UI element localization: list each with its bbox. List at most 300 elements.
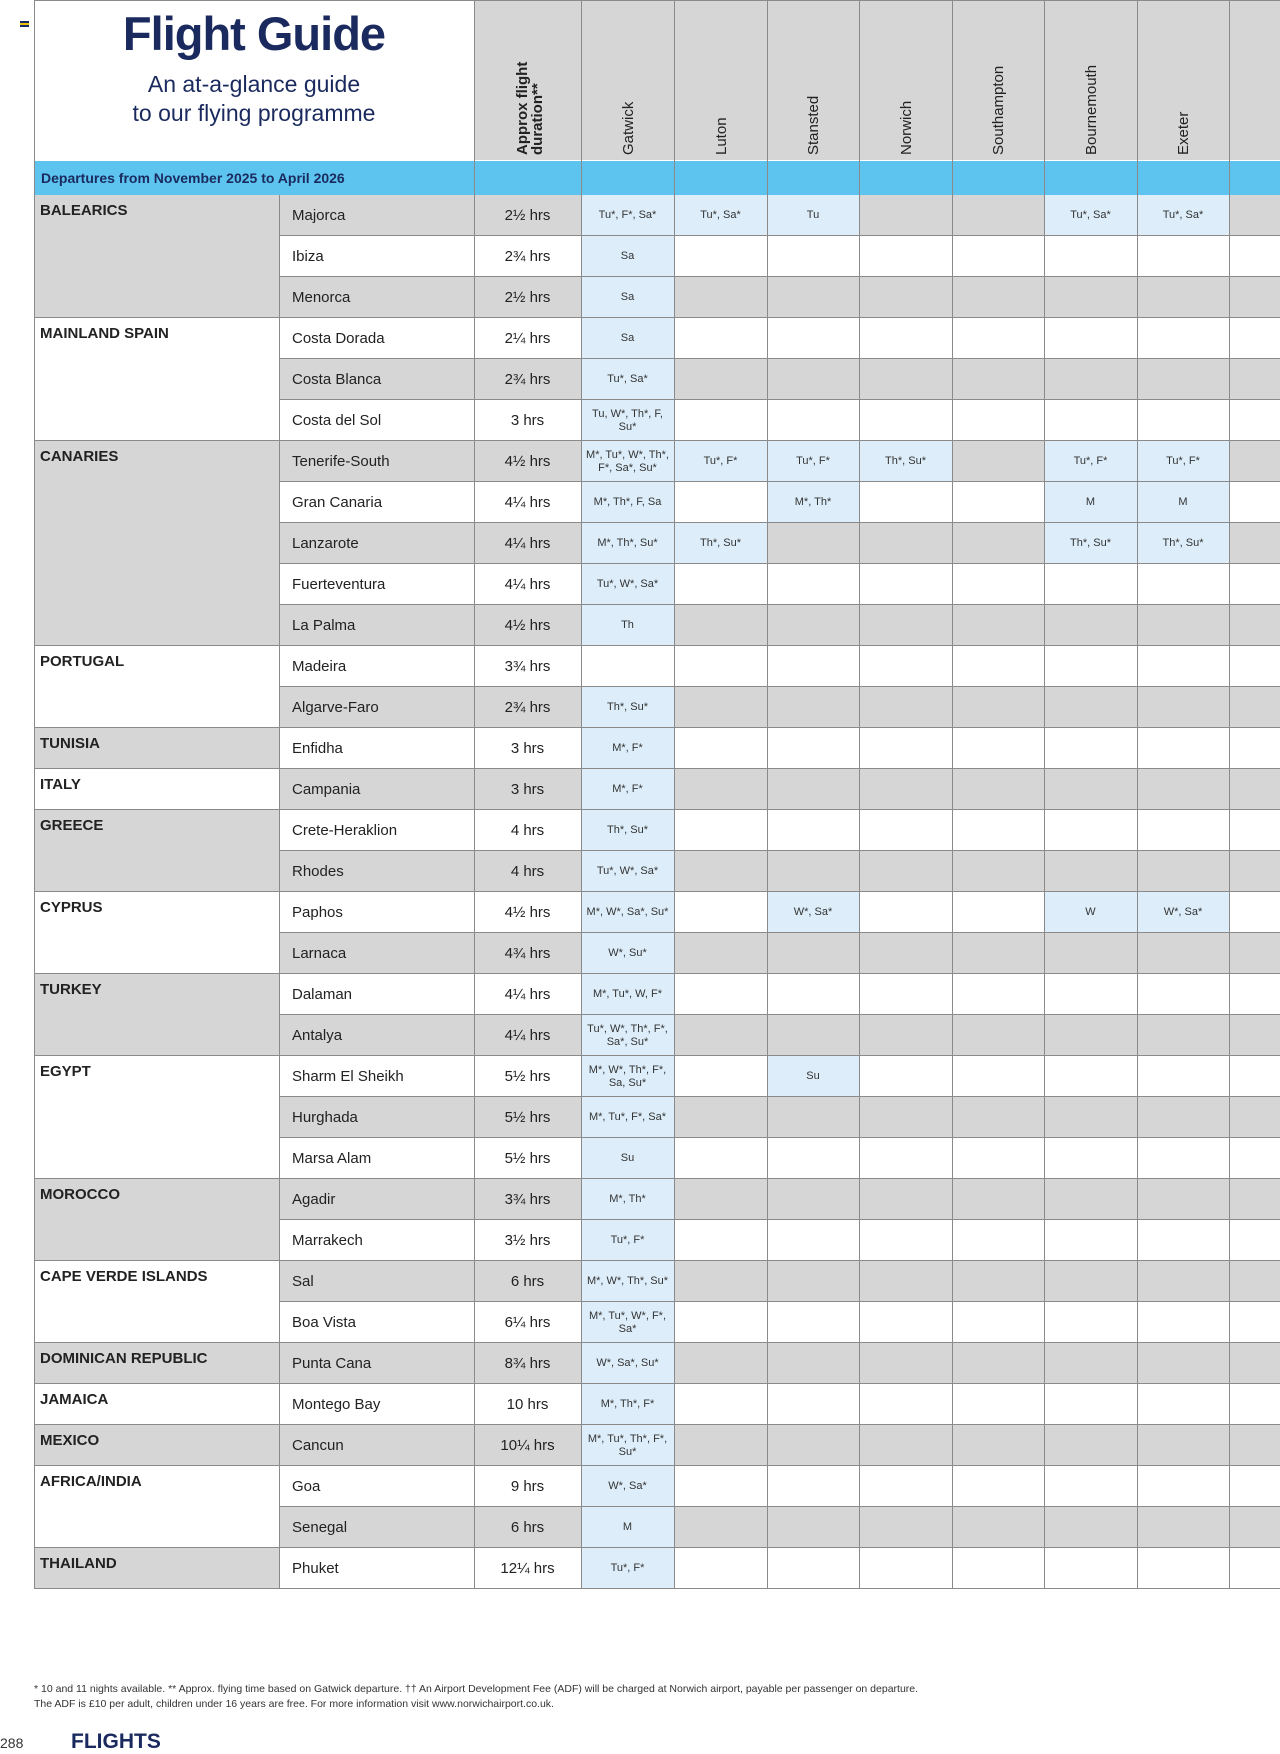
destination-name: Costa Dorada (292, 330, 385, 347)
departure-days-cell (674, 1220, 767, 1261)
departure-days-cell (1137, 1302, 1229, 1343)
departure-days-cell (1044, 1384, 1137, 1425)
departure-days-cell: M (1137, 482, 1229, 523)
departure-days-cell (859, 195, 952, 236)
departure-days-cell (767, 851, 859, 892)
departure-days-cell (1044, 1466, 1137, 1507)
departure-days-cell (859, 318, 952, 359)
column-header-luton: Luton (713, 117, 730, 155)
flight-duration: 2¼ hrs (504, 330, 551, 347)
departure-days-cell (859, 277, 952, 318)
subtitle-line-1: An at-a-glance guide (147, 71, 361, 97)
departure-days-cell (767, 728, 859, 769)
departure-days-cell (674, 1015, 767, 1056)
flight-duration: 3 hrs (510, 740, 545, 757)
flight-duration: 4¼ hrs (504, 986, 551, 1003)
departure-days-cell: Th*, Su* (581, 687, 674, 728)
departure-days-cell: M*, W*, Th*, Su* (581, 1261, 674, 1302)
departure-days-cell (859, 1220, 952, 1261)
departure-days-cell (952, 769, 1044, 810)
departure-days-cell (859, 851, 952, 892)
destination-name: Majorca (292, 207, 346, 224)
destination-name: Gran Canaria (292, 494, 383, 511)
destination-name: Algarve-Faro (292, 699, 379, 716)
destination-name: Sal (292, 1273, 314, 1290)
departure-days-cell (1137, 605, 1229, 646)
column-divider (34, 0, 35, 1589)
departure-days-cell (1137, 1179, 1229, 1220)
region-name: THAILAND (40, 1555, 117, 1572)
destination-name: Boa Vista (292, 1314, 356, 1331)
flight-duration: 4¼ hrs (504, 535, 551, 552)
departure-days-cell (767, 1548, 859, 1589)
departure-days-cell (1044, 236, 1137, 277)
departure-days-cell (767, 1015, 859, 1056)
departure-days-cell: M*, Tu*, W*, Th*, F*, Sa*, Su* (581, 441, 674, 482)
departure-days-cell: Tu*, F* (767, 441, 859, 482)
region-name: JAMAICA (40, 1391, 109, 1408)
departure-days-cell (952, 1302, 1044, 1343)
departure-days-cell (952, 195, 1044, 236)
departure-days-cell: M*, F* (581, 728, 674, 769)
departure-days-cell (767, 359, 859, 400)
departure-days-cell (1137, 1425, 1229, 1466)
page-number: 288 (0, 1735, 24, 1751)
departure-days-cell (767, 646, 859, 687)
departure-days-cell (767, 605, 859, 646)
departure-days-cell (952, 1384, 1044, 1425)
flight-duration: 4 hrs (510, 863, 545, 880)
destination-name: Cancun (292, 1437, 344, 1454)
destination-name: Ibiza (292, 248, 324, 265)
departure-days-cell (767, 687, 859, 728)
footnote-line-1: * 10 and 11 nights available. ** Approx. flying time based on Gatwick departure. †† An Airport Development Fee (ADF) will be charged at Norwich airport, payable per passenger on departure. (34, 1683, 919, 1695)
departure-days-cell (674, 810, 767, 851)
flight-duration: 4 hrs (510, 822, 545, 839)
departure-days-cell (674, 1302, 767, 1343)
departure-days-cell (674, 1179, 767, 1220)
flight-duration: 12¼ hrs (500, 1560, 555, 1577)
destination-name: Phuket (292, 1560, 339, 1577)
flight-duration: 3¾ hrs (504, 658, 551, 675)
departure-days-cell (952, 646, 1044, 687)
departure-days-cell (674, 1425, 767, 1466)
departure-days-cell (674, 564, 767, 605)
departure-days-cell (952, 1466, 1044, 1507)
departure-days-cell (859, 359, 952, 400)
departure-days-cell: Tu*, F* (581, 1220, 674, 1261)
departure-days-cell (952, 892, 1044, 933)
flight-duration: 9 hrs (510, 1478, 545, 1495)
flight-duration: 3 hrs (510, 412, 545, 429)
departure-days-cell (1044, 1548, 1137, 1589)
footnote (34, 1682, 1034, 1712)
departure-days-cell: Tu*, Sa* (1044, 195, 1137, 236)
departure-days-cell (1044, 605, 1137, 646)
departure-days-cell (674, 1097, 767, 1138)
destination-name: Montego Bay (292, 1396, 381, 1413)
region-name: GREECE (40, 817, 104, 834)
region-divider (34, 1588, 1280, 1589)
departure-days-cell (1137, 810, 1229, 851)
destination-name: Goa (292, 1478, 321, 1495)
departure-days-cell: Tu*, F* (581, 1548, 674, 1589)
departure-days-cell (767, 1302, 859, 1343)
region-name: CYPRUS (40, 899, 103, 916)
region-name: MEXICO (40, 1432, 100, 1449)
flight-duration: 2¾ hrs (504, 699, 551, 716)
departure-days-cell (674, 1261, 767, 1302)
departure-days-cell (1044, 1343, 1137, 1384)
column-divider (767, 0, 768, 1589)
departure-days-cell (952, 1507, 1044, 1548)
departure-days-cell (859, 236, 952, 277)
region-name: TURKEY (40, 981, 102, 998)
departure-days-cell (1137, 359, 1229, 400)
departure-days-cell (767, 1425, 859, 1466)
column-divider (1044, 0, 1045, 1589)
page-subtitle (34, 70, 474, 128)
departure-days-cell (767, 1220, 859, 1261)
departure-days-cell (1137, 1548, 1229, 1589)
flight-duration: 6¼ hrs (504, 1314, 551, 1331)
departure-days-cell: M*, Th*, F, Sa (581, 482, 674, 523)
departure-days-cell: Tu*, F* (674, 441, 767, 482)
departure-days-cell: Th*, Su* (581, 810, 674, 851)
region-name: MAINLAND SPAIN (40, 325, 169, 342)
destination-name: Menorca (292, 289, 351, 306)
destination-name: Campania (292, 781, 361, 798)
flight-duration: 5½ hrs (504, 1109, 551, 1126)
departure-days-cell: Tu*, Sa* (674, 195, 767, 236)
departure-days-cell (1137, 318, 1229, 359)
column-divider (952, 0, 953, 1589)
destination-name: Crete-Heraklion (292, 822, 398, 839)
column-divider (581, 0, 582, 1589)
destination-name: Costa del Sol (292, 412, 382, 429)
departure-days-cell (952, 1138, 1044, 1179)
flight-duration: 3½ hrs (504, 1232, 551, 1249)
departure-days-cell (859, 892, 952, 933)
departure-days-cell (859, 728, 952, 769)
departure-days-cell (674, 892, 767, 933)
departure-days-cell: M*, Tu*, W, F* (581, 974, 674, 1015)
departure-days-cell (767, 1466, 859, 1507)
departure-days-cell (674, 359, 767, 400)
departure-days-cell (1044, 769, 1137, 810)
departure-days-cell (952, 400, 1044, 441)
departure-days-cell (859, 810, 952, 851)
departure-days-cell: Th*, Su* (674, 523, 767, 564)
departure-days-cell: W*, Sa* (767, 892, 859, 933)
departure-days-cell (1044, 1056, 1137, 1097)
column-header-duration (515, 25, 545, 155)
destination-name: Hurghada (292, 1109, 358, 1126)
region-name: PORTUGAL (40, 653, 125, 670)
departure-days-cell (674, 1138, 767, 1179)
departure-days-cell (859, 1015, 952, 1056)
departure-days-cell (1137, 1466, 1229, 1507)
departure-days-cell (952, 482, 1044, 523)
region-name: BALEARICS (40, 202, 128, 219)
departure-days-cell (767, 1384, 859, 1425)
departure-days-cell: Su (767, 1056, 859, 1097)
departure-days-cell (674, 769, 767, 810)
flight-duration: 4¼ hrs (504, 494, 551, 511)
departure-days-cell (859, 1507, 952, 1548)
departure-days-cell (1137, 1220, 1229, 1261)
flight-duration: 6 hrs (510, 1273, 545, 1290)
flight-duration: 2¾ hrs (504, 248, 551, 265)
departure-days-cell (1137, 769, 1229, 810)
column-divider (1229, 0, 1230, 1589)
departure-days-cell (952, 277, 1044, 318)
departure-days-cell: W*, Sa* (581, 1466, 674, 1507)
column-divider (674, 0, 675, 1589)
departure-days-cell (1044, 564, 1137, 605)
departure-days-cell: M*, Th*, F* (581, 1384, 674, 1425)
region-name: AFRICA/INDIA (40, 1473, 142, 1490)
departure-days-cell (952, 318, 1044, 359)
departure-days-cell (952, 564, 1044, 605)
departure-days-cell (859, 1261, 952, 1302)
region-name: TUNISIA (40, 735, 100, 752)
destination-name: Enfidha (292, 740, 343, 757)
departure-days-cell (859, 400, 952, 441)
column-header-duration-label: Approx flight duration** (514, 61, 546, 155)
departure-days-cell (952, 1220, 1044, 1261)
departure-days-cell (1137, 1097, 1229, 1138)
departure-days-cell (1044, 810, 1137, 851)
departure-days-cell (674, 400, 767, 441)
departure-days-cell (1137, 1507, 1229, 1548)
destination-name: Fuerteventura (292, 576, 386, 593)
departure-days-cell (767, 1138, 859, 1179)
destination-name: Punta Cana (292, 1355, 372, 1372)
departure-days-cell (767, 1343, 859, 1384)
departure-days-cell: Tu, W*, Th*, F, Su* (581, 400, 674, 441)
column-divider (279, 195, 280, 1589)
departure-days-cell (1044, 400, 1137, 441)
departure-days-cell (1044, 974, 1137, 1015)
flight-duration: 4¼ hrs (504, 576, 551, 593)
destination-name: Marrakech (292, 1232, 363, 1249)
departure-days-cell (859, 1425, 952, 1466)
region-block (34, 441, 279, 646)
departure-days-cell: Th (581, 605, 674, 646)
departure-days-cell (859, 974, 952, 1015)
region-name: ITALY (40, 776, 81, 793)
departure-days-cell: Su (581, 1138, 674, 1179)
departure-days-cell (1137, 236, 1229, 277)
departure-days-cell (1044, 1179, 1137, 1220)
departure-days-cell (859, 646, 952, 687)
departure-days-cell (1044, 728, 1137, 769)
departure-days-cell: W*, Sa* (1137, 892, 1229, 933)
departure-days-cell (1137, 728, 1229, 769)
departure-days-cell (674, 1548, 767, 1589)
departure-days-cell: Sa (581, 318, 674, 359)
departure-days-cell (952, 1548, 1044, 1589)
departure-days-cell (1137, 564, 1229, 605)
destination-name: Senegal (292, 1519, 348, 1536)
departures-banner (34, 161, 1280, 195)
departure-days-cell (674, 1056, 767, 1097)
destination-name: Rhodes (292, 863, 344, 880)
departure-days-cell (1137, 1138, 1229, 1179)
departure-days-cell (952, 1056, 1044, 1097)
departure-days-cell (859, 933, 952, 974)
flight-duration: 4¼ hrs (504, 1027, 551, 1044)
departure-days-cell (767, 810, 859, 851)
departure-days-cell (952, 1097, 1044, 1138)
destination-name: Larnaca (292, 945, 347, 962)
departure-days-cell (674, 974, 767, 1015)
departure-days-cell (674, 1343, 767, 1384)
departure-days-cell: W*, Su* (581, 933, 674, 974)
departure-days-cell (859, 687, 952, 728)
departure-days-cell: M*, Th* (767, 482, 859, 523)
destination-name: Costa Blanca (292, 371, 382, 388)
departure-days-cell (859, 1179, 952, 1220)
departure-days-cell (767, 564, 859, 605)
departure-days-cell (859, 605, 952, 646)
departure-days-cell (952, 359, 1044, 400)
departure-days-cell: Tu*, F* (1137, 441, 1229, 482)
departure-days-cell (1137, 646, 1229, 687)
destination-name: Tenerife-South (292, 453, 390, 470)
footnote-line-2: The ADF is £10 per adult, children under 16 years are free. For more information visit www.norwichairport.co.uk. (34, 1698, 554, 1710)
departure-days-cell: W (1044, 892, 1137, 933)
departure-days-cell (1137, 974, 1229, 1015)
departure-days-cell (767, 236, 859, 277)
departure-days-cell (767, 277, 859, 318)
departure-days-cell (1137, 851, 1229, 892)
departure-days-cell (1044, 1425, 1137, 1466)
departure-days-cell (674, 1507, 767, 1548)
departure-days-cell: Tu*, W*, Sa* (581, 564, 674, 605)
departure-days-cell (952, 1343, 1044, 1384)
departure-days-cell (1137, 400, 1229, 441)
departure-days-cell (1044, 1302, 1137, 1343)
departure-days-cell (767, 974, 859, 1015)
departure-days-cell: M*, W*, Th*, F*, Sa, Su* (581, 1056, 674, 1097)
departure-days-cell: M*, Th*, Su* (581, 523, 674, 564)
departure-days-cell (581, 646, 674, 687)
departure-days-cell (1044, 1261, 1137, 1302)
section-label: FLIGHTS (71, 1730, 161, 1753)
departure-days-cell (674, 605, 767, 646)
departure-days-cell: Tu*, F* (1044, 441, 1137, 482)
subtitle-line-2: to our flying programme (132, 100, 376, 126)
departure-days-cell (1044, 1097, 1137, 1138)
departure-days-cell (859, 482, 952, 523)
departure-days-cell (767, 318, 859, 359)
departure-days-cell (1137, 687, 1229, 728)
departure-days-cell (859, 1466, 952, 1507)
departure-days-cell (859, 1097, 952, 1138)
departure-days-cell (952, 851, 1044, 892)
departure-days-cell (952, 1179, 1044, 1220)
departure-days-cell (859, 769, 952, 810)
region-name: DOMINICAN REPUBLIC (40, 1350, 208, 1367)
departure-days-cell: M (1044, 482, 1137, 523)
departure-days-cell (1137, 933, 1229, 974)
departure-days-cell (674, 687, 767, 728)
destination-name: Antalya (292, 1027, 343, 1044)
departure-days-cell (674, 851, 767, 892)
departure-days-cell (1044, 851, 1137, 892)
departure-days-cell (952, 728, 1044, 769)
departure-days-cell: Th*, Su* (1044, 523, 1137, 564)
flight-duration: 2½ hrs (504, 289, 551, 306)
departure-days-cell (767, 1261, 859, 1302)
departure-days-cell: Tu (767, 195, 859, 236)
departure-days-cell: M*, Tu*, W*, F*, Sa* (581, 1302, 674, 1343)
departure-days-cell (1044, 646, 1137, 687)
destination-name: Marsa Alam (292, 1150, 372, 1167)
region-name: EGYPT (40, 1063, 91, 1080)
destination-name: Sharm El Sheikh (292, 1068, 404, 1085)
departure-days-cell (1044, 1507, 1137, 1548)
destination-name: Paphos (292, 904, 343, 921)
flight-duration: 2½ hrs (504, 207, 551, 224)
departure-days-cell (859, 1056, 952, 1097)
departure-days-cell (1044, 277, 1137, 318)
departure-days-cell (1044, 318, 1137, 359)
departure-days-cell: M*, F* (581, 769, 674, 810)
departure-days-cell: Sa (581, 277, 674, 318)
departure-days-cell (674, 318, 767, 359)
departure-days-cell: M*, Th* (581, 1179, 674, 1220)
flag-icon (20, 21, 29, 27)
flight-duration: 5½ hrs (504, 1150, 551, 1167)
departure-days-cell (1044, 1015, 1137, 1056)
column-header-norwich: Norwich (898, 100, 915, 155)
departure-days-cell (859, 564, 952, 605)
departure-days-cell: M (581, 1507, 674, 1548)
departure-days-cell: Sa (581, 236, 674, 277)
flight-duration: 4½ hrs (504, 904, 551, 921)
departure-days-cell (1044, 687, 1137, 728)
departure-days-cell (767, 933, 859, 974)
departure-days-cell: Tu*, W*, Th*, F*, Sa*, Su* (581, 1015, 674, 1056)
flight-duration: 10 hrs (506, 1396, 549, 1413)
departure-days-cell (952, 933, 1044, 974)
destination-name: Dalaman (292, 986, 353, 1003)
header-column-bg (1230, 1, 1280, 160)
departure-days-cell (1137, 1343, 1229, 1384)
departure-days-cell: Th*, Su* (859, 441, 952, 482)
departure-days-cell (952, 1015, 1044, 1056)
column-header-exeter: Exeter (1175, 111, 1192, 155)
column-header-stansted: Stansted (805, 95, 822, 155)
departure-days-cell (767, 400, 859, 441)
column-divider (474, 0, 475, 1589)
departure-days-cell (674, 277, 767, 318)
flight-duration: 8¾ hrs (504, 1355, 551, 1372)
departure-days-cell (674, 1384, 767, 1425)
departure-days-cell (1044, 1220, 1137, 1261)
departure-days-cell (767, 769, 859, 810)
region-name: CAPE VERDE ISLANDS (40, 1268, 208, 1285)
departure-days-cell (952, 1425, 1044, 1466)
column-divider (859, 0, 860, 1589)
departure-days-cell (674, 646, 767, 687)
departure-days-cell (767, 1179, 859, 1220)
departure-days-cell (952, 810, 1044, 851)
departure-days-cell (952, 974, 1044, 1015)
